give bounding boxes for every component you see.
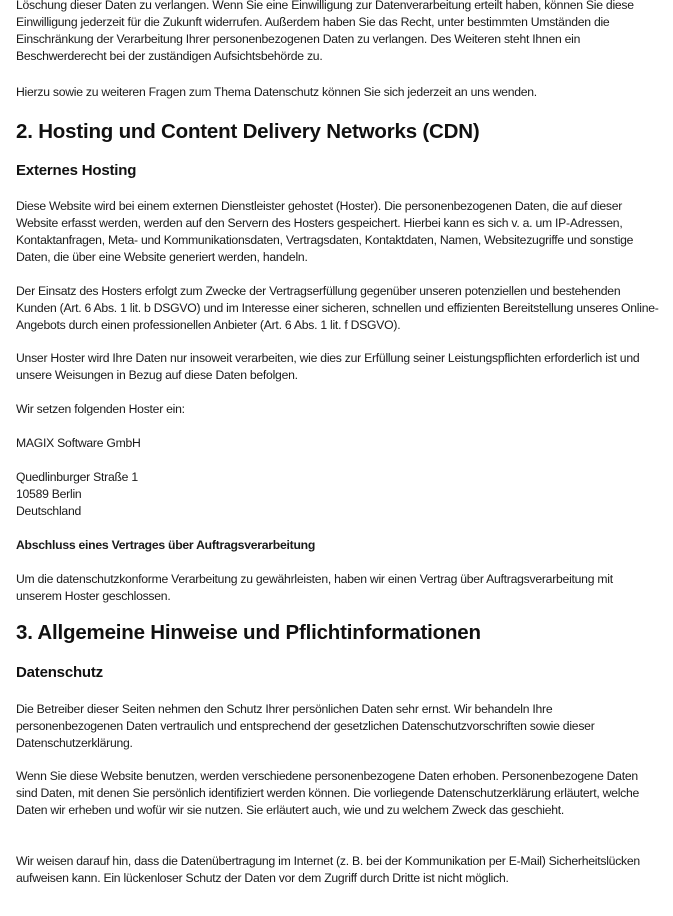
hoster-address-city: 10589 Berlin <box>16 487 82 501</box>
intro-paragraph-contact: Hierzu sowie zu weiteren Fragen zum Thema Datenschutz können Sie sich jederzeit an uns wenden. <box>16 85 537 99</box>
hosting-paragraph-legal-basis: Der Einsatz des Hosters erfolgt zum Zwecke der Vertragserfüllung gegenüber unseren potenziellen und bestehenden Kunden (Art. 6 Abs. 1 lit. b DSGVO) und im Interesse einer sicheren, schnellen und effizienten Bereitstellung unseres Online-Angebots durch einen professionellen Anbieter (Art. 6 Abs. 1 lit. f DSGVO). <box>16 284 659 332</box>
hosting-paragraph-contract: Um die datenschutzkonforme Verarbeitung zu gewährleisten, haben wir einen Vertrag über Auftragsverarbeitung mit unserem Hoster geschlossen. <box>16 572 613 603</box>
hoster-address-country: Deutschland <box>16 504 82 518</box>
hosting-paragraph-processing: Unser Hoster wird Ihre Daten nur insoweit verarbeiten, wie dies zur Erfüllung seiner Leistungspflichten erforderlich ist und unsere Weisungen in Bezug auf diese Daten befolgen. <box>16 351 640 382</box>
hosting-paragraph-description: Diese Website wird bei einem externen Dienstleister gehostet (Hoster). Die personenbezogenen Daten, die auf dieser Website erfasst werden, werden auf den Servern des Hosters gespeichert. Hierbei kann es sich v. a. um IP-Adressen, Kontaktanfragen, Meta- und Kommunikationsdaten, Vertragsdaten, Kontaktdaten, Namen, Websitezugriffe und sonstige Daten, die über eine Website generiert werden, handeln. <box>16 199 634 264</box>
hosting-paragraph-intro-hoster: Wir setzen folgenden Hoster ein: <box>16 402 185 416</box>
section-heading-general-notes: 3. Allgemeine Hinweise und Pflichtinformationen <box>16 621 481 644</box>
minor-heading-processing-contract: Abschluss eines Vertrages über Auftragsverarbeitung <box>16 538 316 552</box>
data-protection-paragraph-collection: Wenn Sie diese Website benutzen, werden verschiedene personenbezogene Daten erhoben. Personenbezogene Daten sind Daten, mit denen Sie persönlich identifiziert werden können. Die vorliegende Datenschutzerklärung erläutert, welche Daten wir erheben und wofür wir sie nutzen. Sie erläutert auch, wie und zu welchem Zweck das geschieht. <box>16 769 640 817</box>
data-protection-paragraph-intro: Die Betreiber dieser Seiten nehmen den Schutz Ihrer persönlichen Daten sehr ernst. Wir behandeln Ihre personenbezogenen Daten vertraulich und entsprechend der gesetzlichen Datenschutzvorschriften sowie dieser Datenschutzerklärung. <box>16 702 595 750</box>
hoster-name: MAGIX Software GmbH <box>16 436 141 450</box>
subheading-data-protection: Datenschutz <box>16 664 103 681</box>
hoster-address-street: Quedlinburger Straße 1 <box>16 470 138 484</box>
subheading-external-hosting: Externes Hosting <box>16 162 137 179</box>
intro-paragraph-rights: Löschung dieser Daten zu verlangen. Wenn Sie eine Einwilligung zur Datenverarbeitung erteilt haben, können Sie diese Einwilligung jederzeit für die Zukunft widerrufen. Außerdem haben Sie das Recht, unter bestimmten Umständen die Einschränkung der Verarbeitung Ihrer personenbezogenen Daten zu verlangen. Des Weiteren steht Ihnen ein Beschwerderecht bei der zuständigen Aufsichtsbehörde zu. <box>16 0 634 63</box>
data-protection-paragraph-security: Wir weisen darauf hin, dass die Datenübertragung im Internet (z. B. bei der Kommunikation per E-Mail) Sicherheitslücken aufweisen kann. Ein lückenloser Schutz der Daten vor dem Zugriff durch Dritte ist nicht möglich. <box>16 854 640 885</box>
section-heading-hosting: 2. Hosting und Content Delivery Networks (CDN) <box>16 120 480 143</box>
